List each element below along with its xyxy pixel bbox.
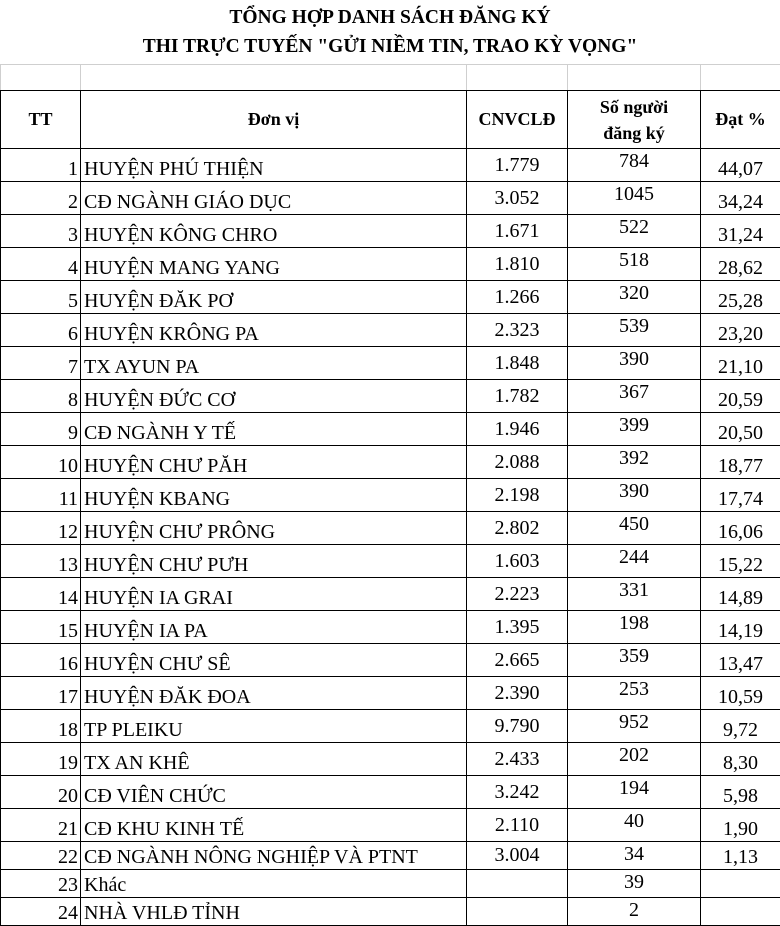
row-tt-cell: 9 (1, 413, 81, 446)
row-cnvcld-cell (467, 870, 568, 898)
row-percent-cell: 1,90 (701, 809, 780, 842)
row-tt-cell: 7 (1, 347, 81, 380)
row-tt-cell: 12 (1, 512, 81, 545)
row-unit-cell: HUYỆN IA PA (81, 611, 467, 644)
row-tt-cell: 17 (1, 677, 81, 710)
row-cnvcld-cell: 1.779 (467, 149, 568, 182)
row-tt-cell: 16 (1, 644, 81, 677)
row-tt-cell: 14 (1, 578, 81, 611)
row-unit-cell: CĐ VIÊN CHỨC (81, 776, 467, 809)
row-unit-cell: HUYỆN KBANG (81, 479, 467, 512)
row-registered-cell: 784 (568, 149, 701, 182)
row-registered-cell: 39 (568, 870, 701, 898)
row-tt-cell: 23 (1, 870, 81, 898)
row-percent-cell: 13,47 (701, 644, 780, 677)
table-row (1, 314, 780, 347)
row-registered-cell: 522 (568, 215, 701, 248)
row-registered-cell: 392 (568, 446, 701, 479)
table-row (1, 281, 780, 314)
table-row (1, 479, 780, 512)
row-registered-cell: 198 (568, 611, 701, 644)
table-row (1, 347, 780, 380)
row-cnvcld-cell: 3.242 (467, 776, 568, 809)
row-percent-cell (701, 870, 780, 898)
table-row (1, 512, 780, 545)
row-percent-cell: 5,98 (701, 776, 780, 809)
table-row (1, 380, 780, 413)
row-tt-cell: 24 (1, 898, 81, 926)
row-percent-cell: 16,06 (701, 512, 780, 545)
row-registered-cell: 244 (568, 545, 701, 578)
row-unit-cell: HUYỆN CHƯ PƯH (81, 545, 467, 578)
table-row (1, 248, 780, 281)
row-unit-cell: HUYỆN ĐĂK PƠ (81, 281, 467, 314)
row-cnvcld-cell: 1.395 (467, 611, 568, 644)
header-unit: Đơn vị (81, 91, 467, 149)
table-row (1, 215, 780, 248)
row-unit-cell: CĐ NGÀNH NÔNG NGHIỆP VÀ PTNT (81, 842, 467, 870)
row-registered-cell: 367 (568, 380, 701, 413)
row-unit-cell: NHÀ VHLĐ TỈNH (81, 898, 467, 926)
table-row (1, 898, 780, 926)
spacer-row (1, 65, 780, 91)
row-cnvcld-cell: 1.266 (467, 281, 568, 314)
row-registered-cell: 399 (568, 413, 701, 446)
row-tt-cell: 8 (1, 380, 81, 413)
row-unit-cell: TX AN KHÊ (81, 743, 467, 776)
row-percent-cell (701, 898, 780, 926)
row-percent-cell: 23,20 (701, 314, 780, 347)
header-percent: Đạt % (701, 91, 780, 149)
table-row (1, 413, 780, 446)
title-line-2: THI TRỰC TUYẾN "GỬI NIỀM TIN, TRAO KỲ VỌNG" (0, 32, 780, 61)
row-percent-cell: 17,74 (701, 479, 780, 512)
header-cnvcld: CNVCLĐ (467, 91, 568, 149)
row-tt-cell: 13 (1, 545, 81, 578)
row-tt-cell: 21 (1, 809, 81, 842)
table-row (1, 776, 780, 809)
row-tt-cell: 11 (1, 479, 81, 512)
row-percent-cell: 14,89 (701, 578, 780, 611)
table-row (1, 677, 780, 710)
row-cnvcld-cell: 3.004 (467, 842, 568, 870)
row-cnvcld-cell: 2.390 (467, 677, 568, 710)
row-percent-cell: 18,77 (701, 446, 780, 479)
row-registered-cell: 450 (568, 512, 701, 545)
row-unit-cell: HUYỆN CHƯ PRÔNG (81, 512, 467, 545)
row-unit-cell: CĐ NGÀNH GIÁO DỤC (81, 182, 467, 215)
row-tt-cell: 6 (1, 314, 81, 347)
row-registered-cell: 2 (568, 898, 701, 926)
row-percent-cell: 21,10 (701, 347, 780, 380)
row-registered-cell: 40 (568, 809, 701, 842)
row-tt-cell: 18 (1, 710, 81, 743)
header-row (1, 91, 780, 149)
row-registered-cell: 331 (568, 578, 701, 611)
header-registered-line1: Số người (568, 94, 700, 120)
title-line-1: TỔNG HỢP DANH SÁCH ĐĂNG KÝ (0, 3, 780, 32)
row-percent-cell: 20,59 (701, 380, 780, 413)
row-percent-cell: 44,07 (701, 149, 780, 182)
row-registered-cell: 359 (568, 644, 701, 677)
table-row (1, 446, 780, 479)
row-unit-cell: HUYỆN ĐĂK ĐOA (81, 677, 467, 710)
row-cnvcld-cell: 2.088 (467, 446, 568, 479)
row-registered-cell: 539 (568, 314, 701, 347)
row-cnvcld-cell: 2.665 (467, 644, 568, 677)
row-cnvcld-cell: 2.198 (467, 479, 568, 512)
row-unit-cell: Khác (81, 870, 467, 898)
row-cnvcld-cell: 1.848 (467, 347, 568, 380)
header-registered-line2: đăng ký (568, 120, 700, 146)
row-percent-cell: 25,28 (701, 281, 780, 314)
registration-table (0, 64, 780, 926)
row-unit-cell: TX AYUN PA (81, 347, 467, 380)
row-tt-cell: 22 (1, 842, 81, 870)
row-cnvcld-cell: 3.052 (467, 182, 568, 215)
row-cnvcld-cell: 1.810 (467, 248, 568, 281)
row-unit-cell: HUYỆN KÔNG CHRO (81, 215, 467, 248)
row-unit-cell: HUYỆN IA GRAI (81, 578, 467, 611)
row-registered-cell: 34 (568, 842, 701, 870)
row-registered-cell: 1045 (568, 182, 701, 215)
row-percent-cell: 34,24 (701, 182, 780, 215)
row-cnvcld-cell: 2.802 (467, 512, 568, 545)
row-unit-cell: CĐ KHU KINH TẾ (81, 809, 467, 842)
row-registered-cell: 202 (568, 743, 701, 776)
table-row (1, 182, 780, 215)
row-tt-cell: 19 (1, 743, 81, 776)
row-unit-cell: TP PLEIKU (81, 710, 467, 743)
row-registered-cell: 320 (568, 281, 701, 314)
table-row (1, 578, 780, 611)
row-percent-cell: 14,19 (701, 611, 780, 644)
row-registered-cell: 952 (568, 710, 701, 743)
row-cnvcld-cell: 1.603 (467, 545, 568, 578)
row-unit-cell: HUYỆN ĐỨC CƠ (81, 380, 467, 413)
table-row (1, 743, 780, 776)
table-row (1, 545, 780, 578)
table-row (1, 809, 780, 842)
row-percent-cell: 31,24 (701, 215, 780, 248)
row-tt-cell: 20 (1, 776, 81, 809)
row-cnvcld-cell: 1.782 (467, 380, 568, 413)
row-cnvcld-cell: 2.223 (467, 578, 568, 611)
row-percent-cell: 20,50 (701, 413, 780, 446)
row-tt-cell: 1 (1, 149, 81, 182)
row-percent-cell: 10,59 (701, 677, 780, 710)
row-tt-cell: 5 (1, 281, 81, 314)
row-tt-cell: 15 (1, 611, 81, 644)
table-row (1, 149, 780, 182)
row-registered-cell: 194 (568, 776, 701, 809)
table-row (1, 644, 780, 677)
row-registered-cell: 518 (568, 248, 701, 281)
row-cnvcld-cell (467, 898, 568, 926)
row-cnvcld-cell: 2.323 (467, 314, 568, 347)
row-unit-cell: HUYỆN CHƯ SÊ (81, 644, 467, 677)
row-unit-cell: HUYỆN KRÔNG PA (81, 314, 467, 347)
row-registered-cell: 253 (568, 677, 701, 710)
row-tt-cell: 4 (1, 248, 81, 281)
row-unit-cell: HUYỆN MANG YANG (81, 248, 467, 281)
header-tt: TT (1, 91, 81, 149)
row-tt-cell: 2 (1, 182, 81, 215)
row-cnvcld-cell: 2.110 (467, 809, 568, 842)
row-cnvcld-cell: 9.790 (467, 710, 568, 743)
row-cnvcld-cell: 1.946 (467, 413, 568, 446)
table-row (1, 710, 780, 743)
row-percent-cell: 1,13 (701, 842, 780, 870)
row-registered-cell: 390 (568, 347, 701, 380)
row-unit-cell: HUYỆN PHÚ THIỆN (81, 149, 467, 182)
row-unit-cell: HUYỆN CHƯ PĂH (81, 446, 467, 479)
table-row (1, 842, 780, 870)
row-registered-cell: 390 (568, 479, 701, 512)
row-percent-cell: 15,22 (701, 545, 780, 578)
table-row (1, 611, 780, 644)
row-tt-cell: 3 (1, 215, 81, 248)
row-tt-cell: 10 (1, 446, 81, 479)
row-percent-cell: 8,30 (701, 743, 780, 776)
row-percent-cell: 9,72 (701, 710, 780, 743)
row-percent-cell: 28,62 (701, 248, 780, 281)
row-unit-cell: CĐ NGÀNH Y TẾ (81, 413, 467, 446)
table-row (1, 870, 780, 898)
header-registered (568, 91, 701, 149)
row-cnvcld-cell: 1.671 (467, 215, 568, 248)
row-cnvcld-cell: 2.433 (467, 743, 568, 776)
